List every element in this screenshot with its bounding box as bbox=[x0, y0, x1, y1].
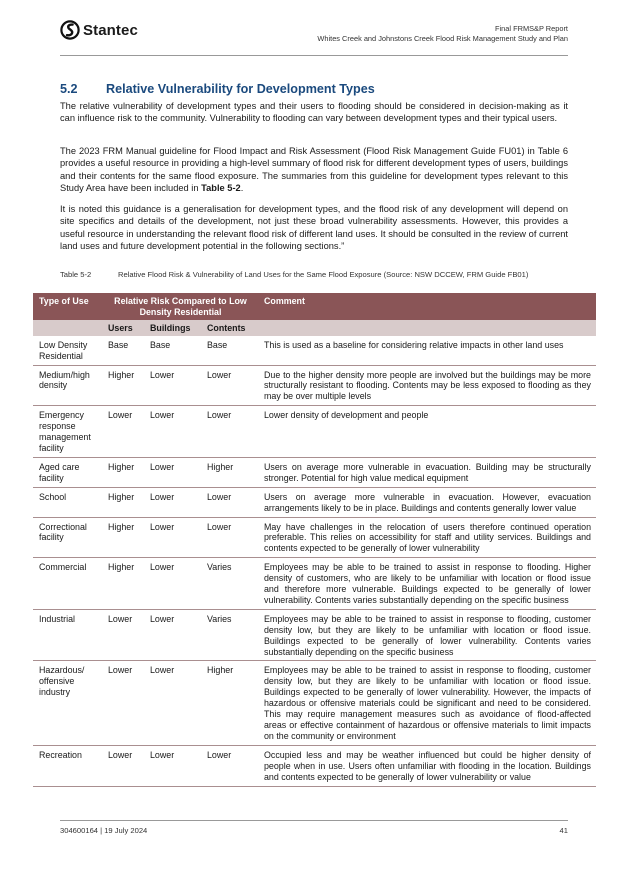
cell-contents: Lower bbox=[201, 517, 258, 558]
cell-comment: Employees may be able to be trained to assist in response to flooding, customer density low, but they are likely to be unfamiliar with location or flood issue. Buildings expected to be generally of lower vulnerability. Contents varies substantially depending on the specific business bbox=[258, 609, 596, 661]
table-caption-text: Relative Flood Risk & Vulnerability of Land Uses for the Same Flood Exposure (Source: NSW DCCEW, FRM Guide FB01) bbox=[118, 270, 529, 279]
paragraph-note: It is noted this guidance is a generalisation for development types, and the flood risk of any development will depend on site specifics and details of the development, not just these broad vulnerability assessments. However, this provides a useful resource in understanding the relevant flood risk of different land uses. It should be consulted in the review of current land uses and future development potential in the following sections.” bbox=[60, 204, 568, 251]
cell-users: Lower bbox=[102, 406, 144, 458]
cell-contents: Lower bbox=[201, 487, 258, 517]
header-titles bbox=[317, 24, 568, 44]
cell-users: Lower bbox=[102, 745, 144, 786]
cell-comment: Employees may be able to be trained to assist in response to flooding. Higher density of customers, who are likely to be unfamiliar with location or flood issue and therefore more vulnerable. Buildings expected to be generally of lower vulnerability. Contents varies substantially depending on the specific business bbox=[258, 558, 596, 610]
cell-contents: Varies bbox=[201, 558, 258, 610]
cell-contents: Lower bbox=[201, 406, 258, 458]
table-row bbox=[33, 517, 596, 558]
stantec-logo bbox=[60, 20, 138, 40]
cell-type: Correctional facility bbox=[33, 517, 102, 558]
cell-users: Lower bbox=[102, 661, 144, 745]
cell-comment: Due to the higher density more people are involved but the buildings may be more structurally resistant to flooding. Contents may be less exposed to flooding as they may be over multiple levels bbox=[258, 365, 596, 406]
cell-contents: Lower bbox=[201, 745, 258, 786]
cell-buildings: Lower bbox=[144, 558, 201, 610]
table-row bbox=[33, 487, 596, 517]
cell-users: Higher bbox=[102, 558, 144, 610]
page-header bbox=[60, 20, 568, 56]
cell-type: Low Density Residential bbox=[33, 336, 102, 365]
cell-users: Higher bbox=[102, 487, 144, 517]
cell-type: Recreation bbox=[33, 745, 102, 786]
cell-buildings: Lower bbox=[144, 457, 201, 487]
table-row bbox=[33, 457, 596, 487]
cell-comment: This is used as a baseline for considering relative impacts in other land uses bbox=[258, 336, 596, 365]
table-row bbox=[33, 745, 596, 786]
vulnerability-table bbox=[33, 293, 596, 787]
paragraph-guideline-end: . bbox=[240, 182, 244, 193]
section-heading bbox=[60, 82, 375, 96]
cell-contents: Lower bbox=[201, 365, 258, 406]
subheader-users: Users bbox=[102, 320, 144, 336]
logo-text: Stantec bbox=[83, 21, 138, 39]
header-type-of-use: Type of Use bbox=[33, 293, 102, 320]
table-header-row bbox=[33, 293, 596, 320]
table-subheader-row bbox=[33, 320, 596, 336]
cell-comment: Occupied less and may be weather influenced but could be higher density of people when in use. Users often unfamiliar with flooding in the location. Buildings and contents expected to be generally of lower vulnerability or value bbox=[258, 745, 596, 786]
header-comment: Comment bbox=[258, 293, 596, 320]
table-row bbox=[33, 365, 596, 406]
cell-contents: Varies bbox=[201, 609, 258, 661]
cell-type: Medium/high density bbox=[33, 365, 102, 406]
cell-buildings: Lower bbox=[144, 406, 201, 458]
table-row bbox=[33, 609, 596, 661]
subheader-blank bbox=[33, 320, 102, 336]
study-title: Whites Creek and Johnstons Creek Flood Risk Management Study and Plan bbox=[317, 34, 568, 43]
table-row bbox=[33, 558, 596, 610]
cell-buildings: Lower bbox=[144, 365, 201, 406]
cell-buildings: Lower bbox=[144, 517, 201, 558]
page-number: 41 bbox=[559, 826, 568, 835]
cell-buildings: Base bbox=[144, 336, 201, 365]
paragraph-intro: The relative vulnerability of development types and their users to flooding should be considered in decision-making as it can influence risk to the community. Vulnerability to flooding can vary between development types and their typical users. bbox=[60, 101, 568, 124]
cell-type: Hazardous/ offensive industry bbox=[33, 661, 102, 745]
cell-type: Emergency response management facility bbox=[33, 406, 102, 458]
report-title: Final FRMS&P Report bbox=[495, 24, 568, 33]
cell-users: Higher bbox=[102, 517, 144, 558]
cell-comment: Employees may be able to be trained to assist in response to flooding, customer density low, but they are likely to be unfamiliar with location or flood issue. Buildings expected to be generally of lower vulnerability. However, the impacts of hazardous or offensive materials could be significant and need to be considered. This may require management measures such as avoidance of flood-affected areas or effective containment of hazardous or offensive materials to limit impacts on the community or environment bbox=[258, 661, 596, 745]
cell-comment: Users on average more vulnerable in evacuation. Building may be structurally stronger. Potential for high value medical equipment bbox=[258, 457, 596, 487]
section-number: 5.2 bbox=[60, 82, 78, 96]
cell-buildings: Lower bbox=[144, 487, 201, 517]
cell-users: Base bbox=[102, 336, 144, 365]
cell-type: School bbox=[33, 487, 102, 517]
table-caption-label: Table 5-2 bbox=[60, 270, 92, 279]
cell-comment: May have challenges in the relocation of users therefore continued operation preferable. This relies on accessibility for staff and utility services. Buildings and contents expected to be generally of lower vulnerability bbox=[258, 517, 596, 558]
section-title: Relative Vulnerability for Development Types bbox=[106, 82, 375, 96]
header-relative-risk: Relative Risk Compared to Low Density Residential bbox=[102, 293, 258, 320]
paragraph-guideline bbox=[60, 145, 568, 194]
cell-users: Higher bbox=[102, 365, 144, 406]
subheader-blank-comment bbox=[258, 320, 596, 336]
footer-divider bbox=[60, 820, 568, 821]
cell-type: Aged care facility bbox=[33, 457, 102, 487]
header-divider bbox=[60, 55, 568, 56]
cell-contents: Higher bbox=[201, 457, 258, 487]
table-row bbox=[33, 406, 596, 458]
cell-comment: Users on average more vulnerable in evacuation. However, evacuation arrangements likely to be in place. Buildings and contents generally lower value bbox=[258, 487, 596, 517]
cell-comment: Lower density of development and people bbox=[258, 406, 596, 458]
paragraph-guideline-text: The 2023 FRM Manual guideline for Flood Impact and Risk Assessment (Flood Risk Management Guide FU01) in Table 6 provides a useful resource in providing a high-level summary of flood risk for different development types of users, buildings and their contents for the same flood exposure. The summaries from this guideline for development types relevant to this Study Area have been included in bbox=[60, 146, 568, 193]
cell-contents: Base bbox=[201, 336, 258, 365]
cell-type: Commercial bbox=[33, 558, 102, 610]
cell-buildings: Lower bbox=[144, 609, 201, 661]
cell-users: Higher bbox=[102, 457, 144, 487]
cell-contents: Higher bbox=[201, 661, 258, 745]
table-row bbox=[33, 336, 596, 365]
cell-users: Lower bbox=[102, 609, 144, 661]
cell-type: Industrial bbox=[33, 609, 102, 661]
subheader-contents: Contents bbox=[201, 320, 258, 336]
subheader-buildings: Buildings bbox=[144, 320, 201, 336]
table-row bbox=[33, 661, 596, 745]
stantec-logo-icon bbox=[60, 20, 80, 40]
cell-buildings: Lower bbox=[144, 661, 201, 745]
cell-buildings: Lower bbox=[144, 745, 201, 786]
footer-doc-ref: 304600164 | 19 July 2024 bbox=[60, 826, 148, 835]
table-reference-link[interactable]: Table 5-2 bbox=[201, 182, 241, 193]
